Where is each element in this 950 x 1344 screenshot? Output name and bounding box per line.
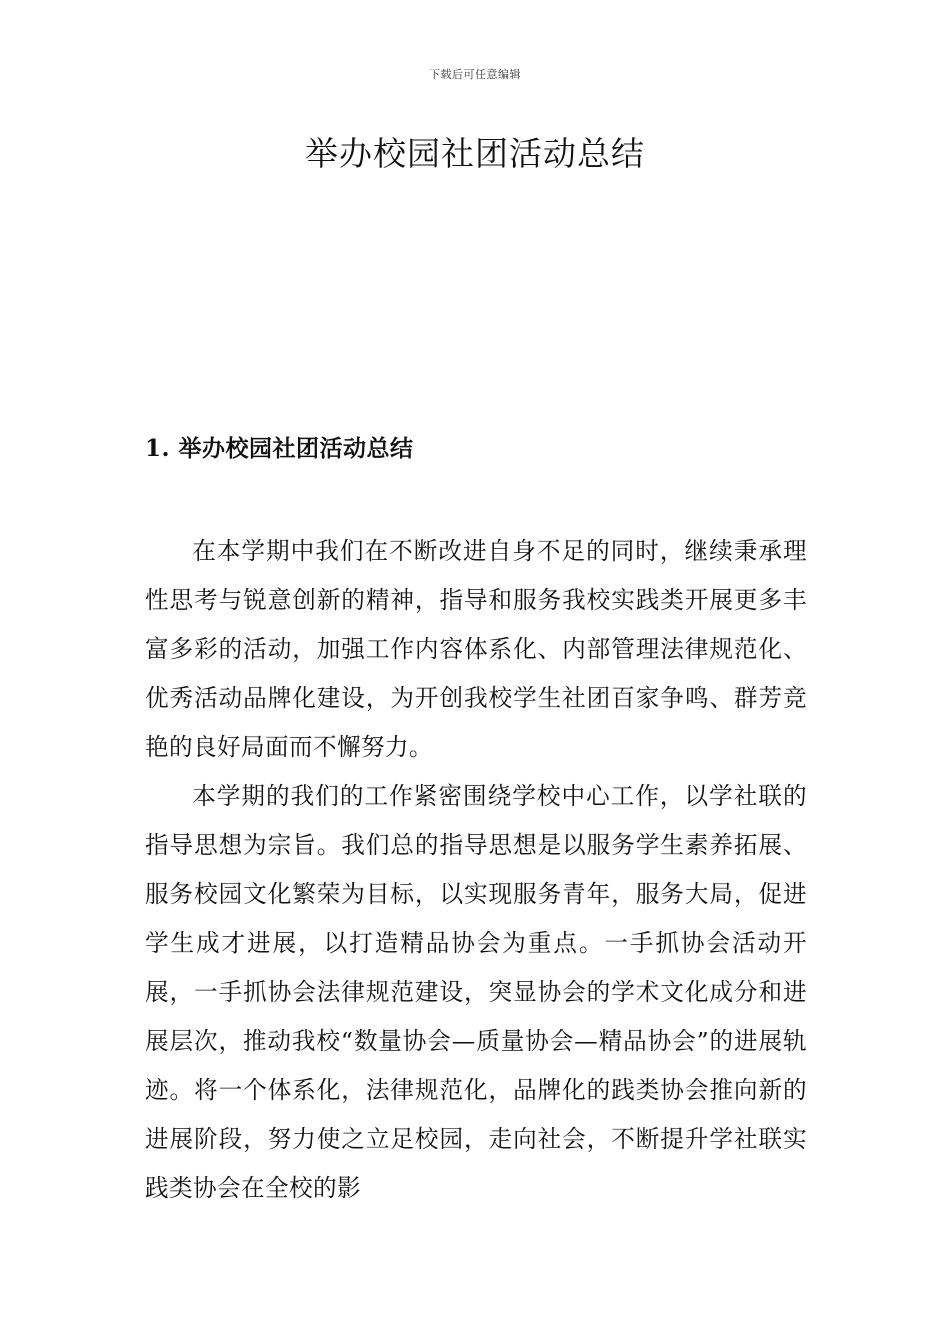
- page-title: 举办校园社团活动总结: [305, 134, 645, 173]
- body-text: [145, 527, 807, 1213]
- paragraph-2: 本学期的我们的工作紧密围绕学校中心工作，以学社联的指导思想为宗旨。我们总的指导思想是以服务学生素养拓展、服务校园文化繁荣为目标，以实现服务青年，服务大局，促进学生成才进展，以打造精品协会为重点。一手抓协会活动开展，一手抓协会法律规范建设，突显协会的学术文化成分和进展层次，推动我校“数量协会—质量协会—精品协会”的进展轨迹。将一个体系化，法律规范化，品牌化的践类协会推向新的进展阶段，努力使之立足校园，走向社会，不断提升学社联实践类协会在全校的影: [145, 782, 807, 1202]
- paragraph-1: 在本学期中我们在不断改进自身不足的同时，继续秉承理性思考与锐意创新的精神，指导和服务我校实践类开展更多丰富多彩的活动，加强工作内容体系化、内部管理法律规范化、优秀活动品牌化建设，为开创我校学生社团百家争鸣、群芳竞艳的良好局面而不懈努力。: [145, 537, 807, 761]
- header-note: 下载后可任意编辑: [429, 68, 521, 81]
- section-heading: 1. 举办校园社团活动总结: [145, 435, 414, 462]
